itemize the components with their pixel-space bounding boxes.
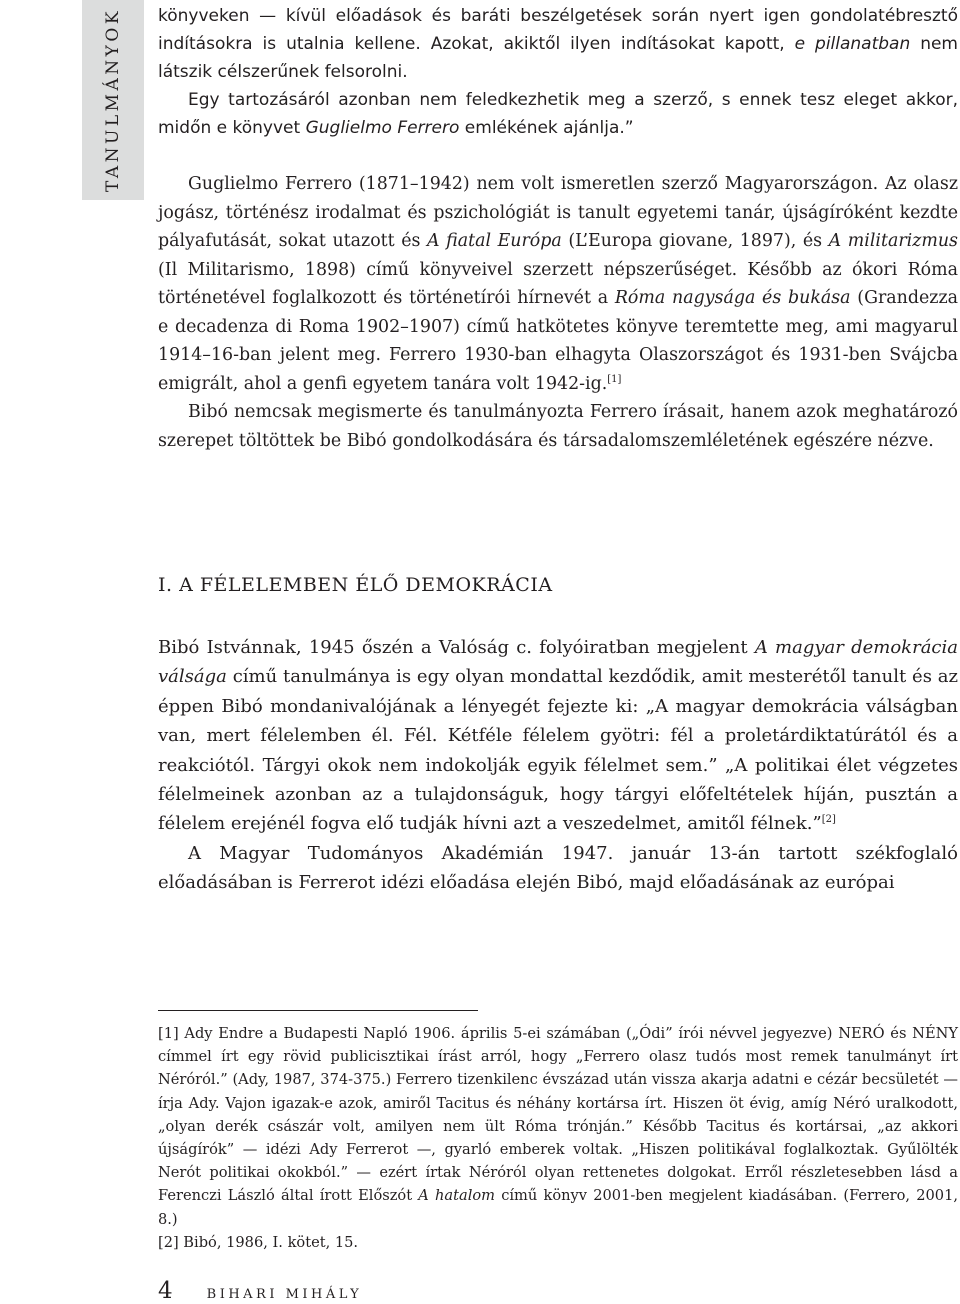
italic-text: A magyar demokrácia válsága (158, 637, 958, 688)
footnote-1 (158, 1022, 958, 1231)
body-section-2 (158, 633, 958, 898)
text-run: című tanulmánya is egy olyan mondattal kezdődik, amit mesterétől tanult és az éppen Bibó mondanivalójának a lényegét fejezte ki: „A magyar demokrácia válságban van, mert félelemben él. Fél. Kétféle félelem gyötri: fél a proletárdiktatúrától és a reakciótól. Tárgyi okok nem indokolják egyik félelmet sem.” „A politikai élet végzetes félelmeinek azonban az a tulajdonságuk, hogy tárgyi előfeltételek híján, pusztán a félelem erejénél fogva elő tudják hívni azt a veszedelmet, amitől félnek.” (158, 666, 958, 835)
italic-text: A militarizmus (828, 231, 958, 251)
ferrero-paragraph (158, 170, 958, 398)
text-run: [2] Bibó, 1986, I. kötet, 15. (158, 1233, 359, 1251)
author-name: BIHARI MIHÁLY (206, 1287, 363, 1302)
italic-text: A hatalom (418, 1187, 495, 1205)
text-run: Egy tartozásáról azonban nem feledkezhetik meg a szerző, s ennek tesz eleget akkor, midőn e könyvet (158, 90, 958, 138)
text-run: emlékének ajánlja.” (459, 118, 634, 138)
democracy-paragraph (158, 633, 958, 839)
text-run: Bibó nemcsak megismerte és tanulmányozta Ferrero írásait, hanem azok meghatározó szerepet töltöttek be Bibó gondolkodására és társadalomszemléletének egészére nézve. (158, 402, 958, 451)
body-section-1 (158, 170, 958, 455)
intro-paragraph-1 (158, 2, 958, 86)
footnote-2 (158, 1231, 958, 1254)
italic-text: e pillanatban (794, 34, 911, 54)
text-run: [1] Ady Endre a Budapesti Napló 1906. április 5-ei számában („Ódi” írói névvel jegyezve) NERÓ és NÉNY címmel írt egy rövid publicisztikai írást arról, hogy „Ferrero olasz tudós most remek tanulmányt írt Néróról.” (Ady, 1987, 374-375.) Ferrero tizenkilenc évszázad után vissza akarja adatni e cézár becsületét — írja Ady. Vajon igazak-e azok, amiről Tacitus és néhány kortársa írt. Hiszen öt évig, amíg Néró uralkodott, „olyan derék császár volt, amilyen nem ült Róma trónján.” Később Tacitus és kortársai, „az akkori újságírók” — idézi Ady Ferrerot —, gyarló emberek voltak. „Hiszen politikával foglalkoztak. Gyűlölték Nerót politikai okokból.” — ezért írtak Néróról olyan rettenetes dolgokat. Erről részletesebben lásd a Ferenczi László által írott Előszót (158, 1025, 958, 1205)
quoted-intro (158, 2, 958, 142)
text-run: (Grandezza e decadenza di Roma 1902–1907) című hatkötetes könyve teremtette meg, ami magyarul 1914–16-ban jelent meg. Ferrero 1930-ban elhagyta Olaszországot és 1931-ben Svájcba emigrált, ahol a genfi egyetem tanára volt 1942-ig. (158, 288, 958, 394)
text-run: (L’Europa giovane, 1897), és (561, 231, 829, 251)
text-run: könyveken — kívül előadások és baráti beszélgetések során nyert igen gondolatébresztő indításokra is utalnia kellene. Azokat, akiktől ilyen indításokat kapott, (158, 6, 958, 54)
section-heading: I. A FÉLELEMBEN ÉLŐ DEMOKRÁCIA (158, 574, 553, 596)
footnote-ref: [2] (821, 814, 836, 826)
footnote-separator (158, 1010, 478, 1011)
italic-text: A fiatal Európa (427, 231, 562, 251)
text-run: nem látszik célszerűnek felsorolni. (158, 34, 958, 82)
italic-text: Guglielmo Ferrero (305, 118, 460, 138)
academy-paragraph (158, 839, 958, 898)
section-tab-label: TANULMÁNYOK (103, 7, 123, 193)
italic-text: Róma nagysága és bukása (614, 288, 851, 308)
text-run: Bibó Istvánnak, 1945 őszén a Valóság c. folyóiratban megjelent (158, 637, 755, 658)
text-run: A Magyar Tudományos Akadémián 1947. január 13-án tartott székfoglaló előadásában is Ferrerot idézi előadása elején Bibó, majd előadásának az európai (158, 842, 958, 894)
page-number: 4 (158, 1278, 173, 1304)
text-run: Guglielmo Ferrero (1871–1942) nem volt ismeretlen szerző Magyarországon. Az olasz jogász, történész irodalmat és pszichológiát is tanult egyetemi tanár, újságíróként kezdte pályafutását, sokat utazott és (158, 174, 958, 251)
intro-paragraph-2 (158, 86, 958, 142)
page-footer (158, 1278, 362, 1304)
footnotes (158, 1022, 958, 1254)
section-tab (82, 0, 144, 200)
footnote-ref: [1] (607, 373, 622, 385)
text-run: című könyv 2001-ben megjelent kiadásában. (Ferrero, 2001, 8.) (158, 1187, 959, 1228)
bibo-paragraph (158, 398, 958, 455)
text-run: (Il Militarismo, 1898) című könyveivel szerzett népszerűséget. Később az ókori Róma történetével foglalkozott és történetírói hírnevét a (158, 259, 958, 308)
